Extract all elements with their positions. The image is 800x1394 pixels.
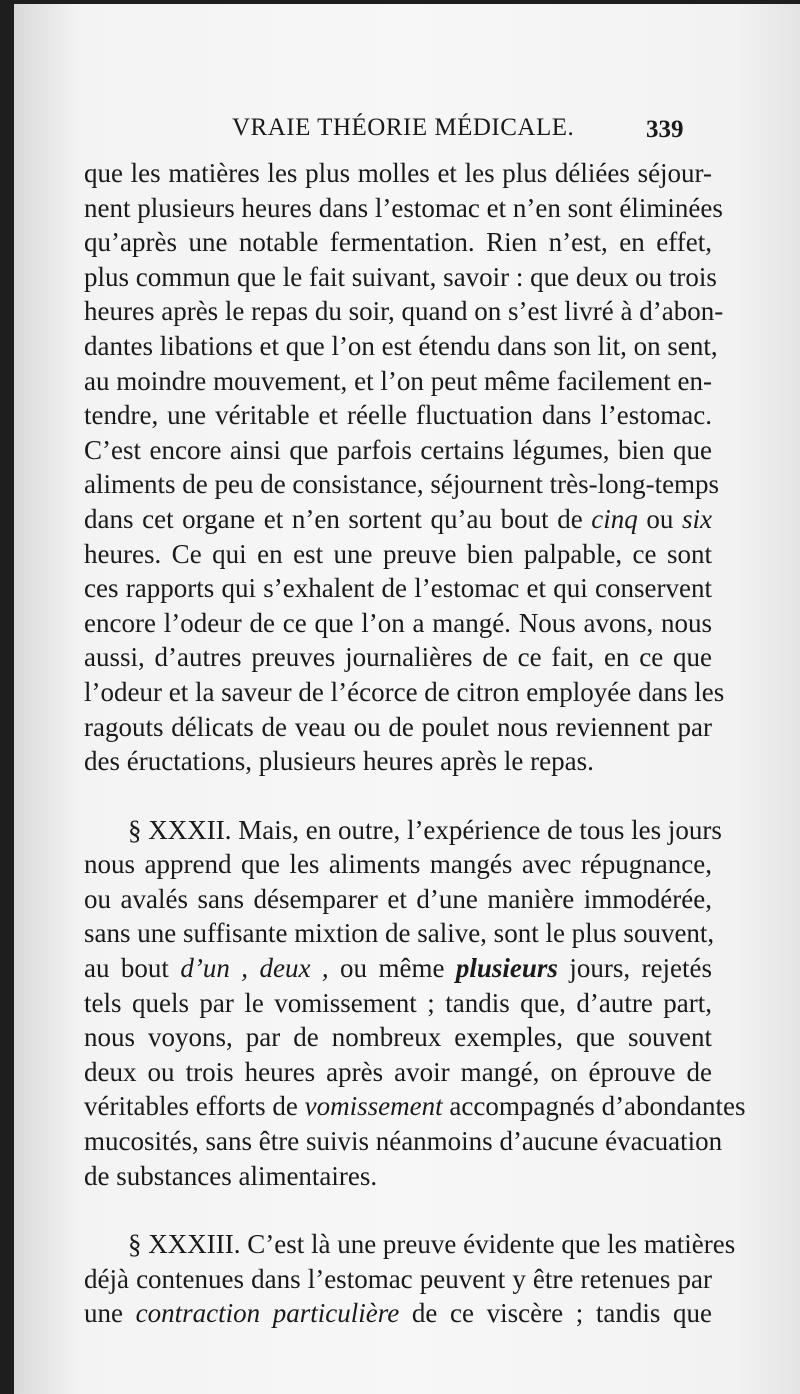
paragraph-gap — [84, 779, 712, 813]
text-line: déjà contenues dans l’estomac peuvent y être retenues par — [84, 1263, 712, 1294]
text-line: ces rapports qui s’exhalent de l’estomac et qui conservent — [84, 573, 712, 604]
text-line: aussi, d’autres preuves journalières de ce fait, en ce que — [84, 642, 712, 673]
italic-word: vomissement — [304, 1091, 443, 1122]
text-line: plus commun que le fait suivant, savoir : que deux ou trois — [84, 261, 717, 292]
text-line: qu’après une notable fermentation. Rien n’est, en effet, — [84, 227, 712, 258]
italic-word: d’un , deux , — [180, 953, 329, 984]
book-page — [14, 4, 800, 1394]
text-line: que les matières les plus molles et les plus déliées séjour- — [84, 158, 712, 188]
page-header — [14, 114, 800, 150]
italic-word: contraction particulière — [135, 1298, 400, 1329]
italic-word: six — [682, 503, 713, 534]
text-line: mucosités, sans être suivis néanmoins d’aucune évacuation — [84, 1126, 723, 1157]
text-line: § XXXII. Mais, en outre, l’expérience de tous les jours — [128, 814, 722, 845]
text-line: l’odeur et la saveur de l’écorce de citron employée dans les — [84, 676, 725, 707]
text-line: ragouts délicats de veau ou de poulet nous reviennent par — [84, 711, 712, 742]
paragraph — [84, 1227, 736, 1331]
text-line: au moindre mouvement, et l’on peut même facilement en- — [84, 365, 712, 396]
text-line: aliments de peu de consistance, séjournent très-long-temps — [84, 469, 720, 500]
text-line: sans une suffisante mixtion de salive, sont le plus souvent, — [84, 918, 715, 949]
text-line: une contraction particulière de ce viscère ; tandis que — [84, 1298, 713, 1329]
text-line: encore l’odeur de ce que l’on a mangé. Nous avons, nous — [84, 607, 712, 638]
text-line: deux ou trois heures après avoir mangé, on éprouve de — [84, 1056, 712, 1087]
paragraph — [84, 156, 725, 779]
paragraph — [84, 813, 746, 1194]
text-line: dans cet organe et n’en sortent qu’au bout de cinq ou six — [84, 503, 713, 534]
body-text — [84, 156, 746, 1331]
text-line: tels quels par le vomissement ; tandis que, d’autre part, — [84, 987, 712, 1018]
text-line: nous voyons, par de nombreux exemples, que souvent — [84, 1022, 712, 1053]
text-line: des éructations, plusieurs heures après le repas. — [84, 746, 594, 777]
text-line: véritables efforts de vomissement accompagnés d’abondantes — [84, 1091, 746, 1122]
text-line: nent plusieurs heures dans l’estomac et n’en sont éliminées — [84, 192, 723, 223]
text-line: au bout d’un , deux , ou même plusieurs jours, rejetés — [84, 953, 712, 984]
text-line: nous apprend que les aliments mangés avec répugnance, — [84, 849, 712, 880]
italic-word: cinq — [591, 503, 638, 534]
text-line: de substances alimentaires. — [84, 1160, 378, 1191]
text-line: heures. Ce qui en est une preuve bien palpable, ce sont — [84, 538, 712, 569]
italic-word: plusieurs — [455, 953, 558, 984]
running-title: VRAIE THÉORIE MÉDICALE. — [232, 114, 575, 141]
text-line: § XXXIII. C’est là une preuve évidente que les matières — [128, 1229, 736, 1260]
text-line: heures après le repas du soir, quand on s’est livré à d’abon- — [84, 296, 724, 327]
text-line: ou avalés sans désemparer et d’une manière immodérée, — [84, 883, 712, 914]
text-line: tendre, une véritable et réelle fluctuation dans l’estomac. — [84, 400, 712, 431]
text-line: C’est encore ainsi que parfois certains légumes, bien que — [84, 434, 712, 465]
text-line: dantes libations et que l’on est étendu dans son lit, on sent, — [84, 330, 718, 361]
paragraph-gap — [84, 1193, 712, 1227]
page-number: 339 — [646, 116, 684, 143]
